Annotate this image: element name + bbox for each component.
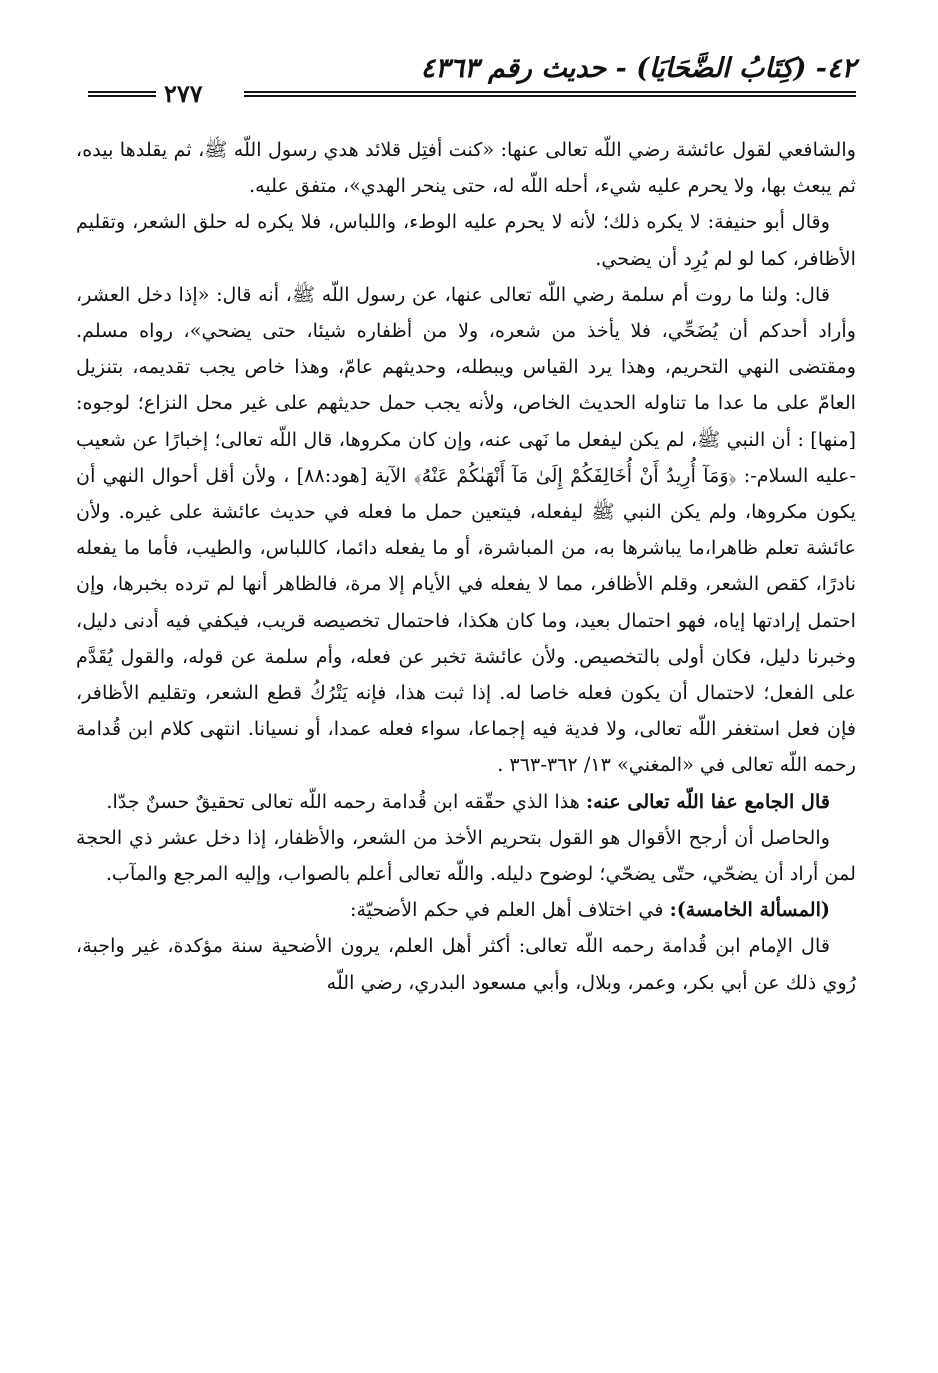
paragraph-4-text: هذا الذي حقّقه ابن قُدامة رحمه اللّه تعالى تحقيقٌ حسنٌ جدّا. bbox=[106, 789, 587, 813]
paragraph-1: والشافعي لقول عائشة رضي اللّه تعالى عنها: «كنت أفتِل قلائد هدي رسول اللّه ﷺ، ثم يقلدها بيده، ثم يبعث بها، ولا يحرم عليه شيء، أحله اللّه له، حتى ينحر الهدي»، متفق عليه. bbox=[76, 138, 856, 198]
paragraph-4 bbox=[76, 784, 856, 820]
paragraph-7: قال الإمام ابن قُدامة رحمه اللّه تعالى: أكثر أهل العلم، يرون الأضحية سنة مؤكدة، غير واجبة، رُوي ذلك عن أبي بكر، وعمر، وبلال، وأبي مسعود البدري، رضي اللّه bbox=[76, 934, 856, 994]
paragraph-6 bbox=[76, 892, 856, 928]
paragraph-3: قال: ولنا ما روت أم سلمة رضي اللّه تعالى عنها، عن رسول اللّه ﷺ، أنه قال: «إذا دخل العشر، وأراد أحدكم أن يُضَحِّي، فلا يأخذ من شعره، ولا من أظفاره شيئا، حتى يضحي»، رواه مسلم. ومقتضى النهي التحريم، وهذا يرد القياس ويبطله، وحديثهم عامّ، وهذا خاص يجب تقديمه، بتنزيل العامّ على ما عدا ما تناوله الحديث الخاص، ولأنه يجب حمل حديثهم على غير محل النزاع؛ لوجوه: [منها] : أن النبي ﷺ، لم يكن ليفعل ما نَهى عنه، وإن كان مكروها، قال اللّه تعالى؛ إخبارًا عن شعيب -عليه السلام-: ﴿وَمَآ أُرِيدُ أَنْ أُخَالِفَكُمْ إِلَىٰ مَآ أَنْهَىٰكُمْ عَنْهُ﴾ الآية [هود:٨٨] ، ولأن أقل أحوال النهي أن يكون مكروها، ولم يكن النبي ﷺ ليفعله، فيتعين حمل ما فعله في حديث عائشة على غيره. ولأن عائشة تعلم ظاهرا،ما يباشرها به، من المباشرة، أو ما يفعله دائما، كاللباس، والطيب، فأما ما يفعله نادرًا، كقص الشعر، وقلم الأظافر، مما لا يفعله في الأيام إلا مرة، فالظاهر أنها لم ترده بخبرها، وإن احتمل إرادتها إياه، فهو احتمال بعيد، وما كان هكذا، فاحتمال تخصيصه قريب، فيكفي فيه أدنى دليل، وخبرنا دليل، فكان أولى بالتخصيص. ولأن عائشة تخبر عن فعله، وأم سلمة عن قوله، والقول يُقَدَّم على الفعل؛ لاحتمال أن يكون فعله خاصا له. إذا ثبت هذا، فإنه يَتْرُكُ قطع الشعر، وتقليم الأظافر، فإن فعل استغفر اللّه تعالى، ولا فدية فيه إجماعا، سواء فعله عمدا، أو نسيانا. انتهى كلام ابن قُدامة رحمه اللّه تعالى في «المغني» ١٣/ ٣٦٢-٣٦٣ . bbox=[76, 282, 856, 777]
page-body bbox=[76, 132, 856, 1001]
chapter-title: ٤٢- (كِتَابُ الضَّحَايَا) - حديث رقم ٤٣٦٣ bbox=[420, 53, 856, 84]
paragraph-6-lead: (المسألة الخامسة): bbox=[669, 898, 830, 922]
paragraph-5: والحاصل أن أرجح الأقوال هو القول بتحريم الأخذ من الشعر، والأظفار، إذا دخل عشر ذي الحجة لمن أراد أن يضحّي، حتّى يضحّي؛ لوضوح دليله. واللّه تعالى أعلم بالصواب، وإليه المرجع والمآب. bbox=[76, 825, 856, 886]
paragraph-6-text: في اختلاف أهل العلم في حكم الأضحيّة: bbox=[350, 898, 670, 922]
book-page bbox=[76, 52, 856, 994]
paragraph-4-lead: قال الجامع عفا اللّه تعالى عنه: bbox=[586, 789, 830, 813]
header-rule-left bbox=[88, 91, 156, 97]
header-rule-right bbox=[244, 91, 856, 97]
page-header bbox=[76, 52, 856, 108]
page-number: ٢٧٧ bbox=[164, 79, 203, 108]
paragraph-2: وقال أبو حنيفة: لا يكره ذلك؛ لأنه لا يحرم عليه الوطء، واللباس، فلا يكره له حلق الشعر، وتقليم الأظافر، كما لو لم يُرِد أن يضحي. bbox=[76, 210, 856, 270]
